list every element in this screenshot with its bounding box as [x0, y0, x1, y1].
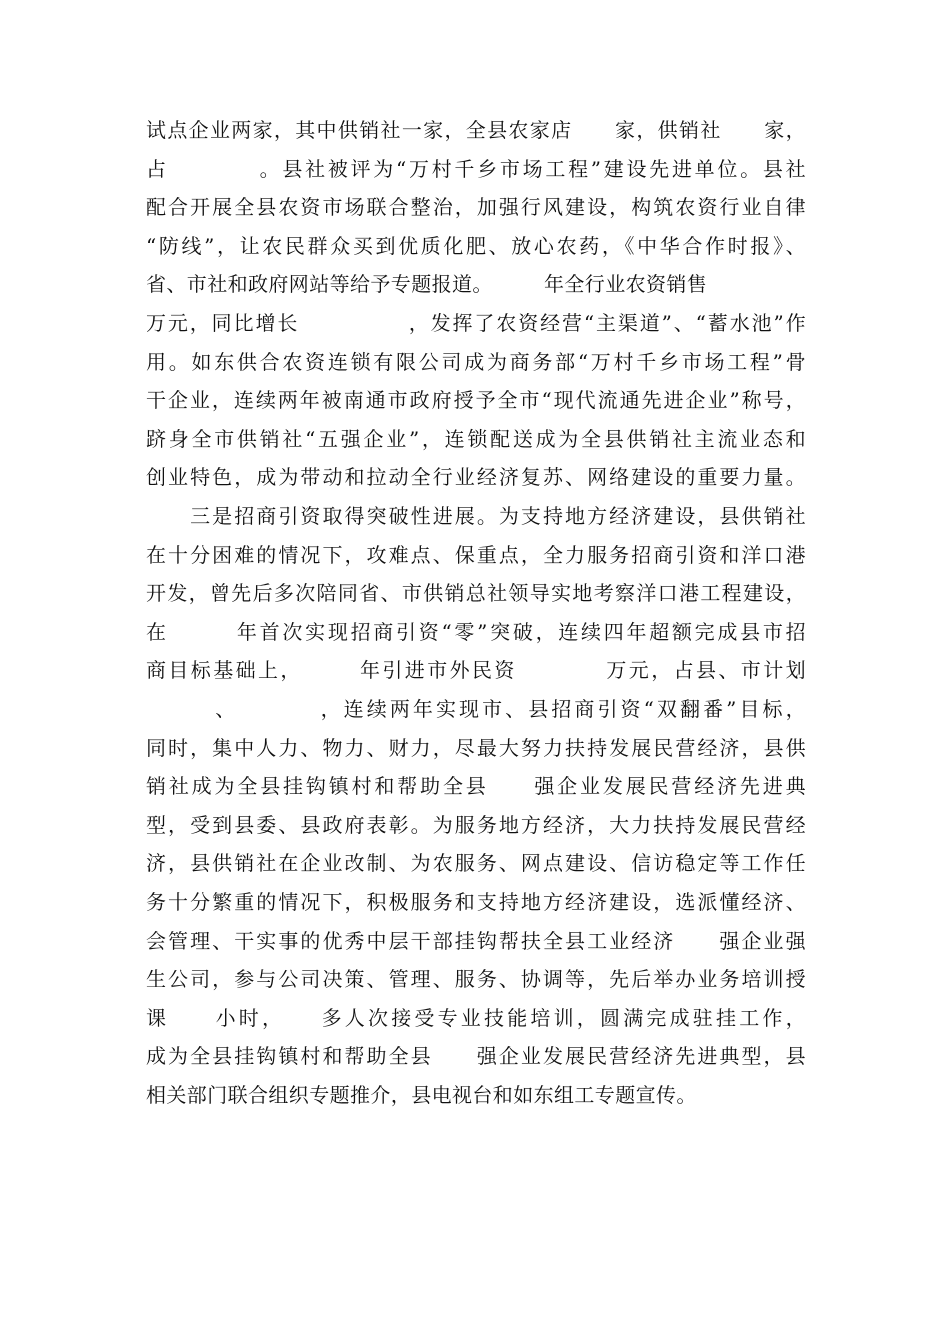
text-line: 相关部门联合组织专题推介，县电视台和如东组工专题宣传。: [146, 1083, 697, 1107]
text-line: 创业特色，成为带动和拉动全行业经济复苏、网络建设的重要力量。: [146, 465, 806, 490]
text-line: 济，县供销社在企业改制、为农服务、网点建设、信访稳定等工作任: [146, 851, 806, 876]
text-line: 销社成为全县挂钩镇村和帮助全县 强企业发展民营经济先进典: [146, 774, 806, 799]
text-line: 三是招商引资取得突破性进展。为支持地方经济建设，县供销社: [146, 504, 806, 528]
text-line: 开发，曾先后多次陪同省、市供销总社领导实地考察洋口港工程建设，: [146, 581, 806, 606]
text-line: 会管理、干实事的优秀中层干部挂钩帮扶全县工业经济 强企业强: [146, 928, 806, 953]
text-line: 成为全县挂钩镇村和帮助全县 强企业发展民营经济先进典型，县: [146, 1044, 806, 1069]
text-line: 省、市社和政府网站等给予专题报道。 年全行业农资销售: [146, 272, 708, 297]
text-line: 干企业，连续两年被南通市政府授予全市“现代流通先进企业”称号，: [146, 388, 806, 413]
text-line: 试点企业两家，其中供销社一家，全县农家店 家，供销社 家，: [146, 118, 806, 142]
text-line: 跻身全市供销社“五强企业”，连锁配送成为全县供销社主流业态和: [146, 426, 806, 451]
text-line: “防线”，让农民群众买到优质化肥、放心农药，《中华合作时报》、: [146, 233, 806, 258]
text-line: 万元，同比增长 ，发挥了农资经营“主渠道”、“蓄水池”作: [146, 311, 806, 335]
text-line: 在 年首次实现招商引资“零”突破，连续四年超额完成县市招: [146, 619, 806, 644]
text-line: 在十分困难的情况下，攻难点、保重点，全力服务招商引资和洋口港: [146, 542, 806, 567]
text-line: 课 小时， 多人次接受专业技能培训，圆满完成驻挂工作，: [146, 1005, 806, 1030]
text-line: 务十分繁重的情况下，积极服务和支持地方经济建设，选派懂经济、: [146, 890, 806, 914]
text-line: 生公司，参与公司决策、管理、服务、协调等，先后举办业务培训授: [146, 967, 806, 992]
text-line: 配合开展全县农资市场联合整治，加强行风建设，构筑农资行业自律: [146, 195, 806, 220]
text-line: 商目标基础上， 年引进市外民资 万元，占县、市计划: [146, 658, 806, 683]
text-line: 占 。县社被评为“万村千乡市场工程”建设先进单位。县社: [146, 156, 806, 181]
text-line: 用。如东供合农资连锁有限公司成为商务部“万村千乡市场工程”骨: [146, 349, 806, 374]
text-line: 型，受到县委、县政府表彰。为服务地方经济，大力扶持发展民营经: [146, 812, 806, 837]
text-line: 、 ，连续两年实现市、县招商引资“双翻番”目标，: [146, 697, 806, 721]
text-line: 同时，集中人力、物力、财力，尽最大努力扶持发展民营经济，县供: [146, 735, 806, 760]
